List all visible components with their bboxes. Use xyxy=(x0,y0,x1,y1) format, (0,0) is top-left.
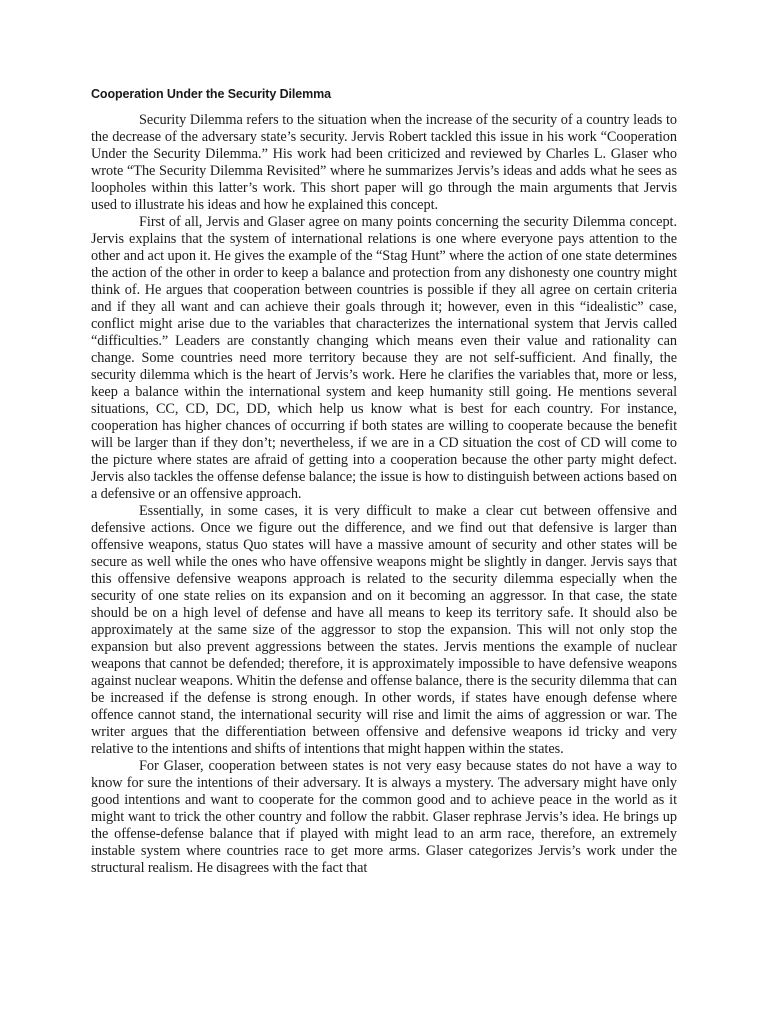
paragraph-offense-defense: Essentially, in some cases, it is very difficult to make a clear cut between offensive and defensive actions. Once we figure out the difference, and we find out that defensive is larger than offensive weapons, status Quo states will have a massive amount of security and other states will be secure as well while the ones who have offensive weapons might be slightly in danger. Jervis says that this offensive defensive weapons approach is related to the security dilemma especially when the security of one state relies on its expansion and on it becoming an aggressor. In that case, the state should be on a high level of defense and have all means to keep its territory safe. It should also be approximately at the same size of the aggressor to stop the expansion. This will not only stop the expansion but also prevent aggressions between the states. Jervis mentions the example of nuclear weapons that cannot be defended; therefore, it is approximately impossible to have defensive weapons against nuclear weapons. Whitin the defense and offense balance, there is the security dilemma that can be increased if the defense is strong enough. In other words, if states have enough defense where offence cannot stand, the international security will rise and limit the aims of aggression or war. The writer argues that the differentiation between offensive and defensive weapons id tricky and very relative to the intentions and shifts of intentions that might happen within the states. xyxy=(91,503,677,757)
paragraph-agreement: First of all, Jervis and Glaser agree on many points concerning the security Dilemma concept. Jervis explains that the system of international relations is one where everyone pays attention to the other and act upon it. He gives the example of the “Stag Hunt” where the action of one state determines the action of the other in order to keep a balance and protection from any dishonesty one country might think of. He argues that cooperation between countries is possible if they all agree on certain criteria and if they all want and can achieve their goals through it; however, even in this “idealistic” case, conflict might arise due to the variables that characterizes the international system that Jervis called “difficulties.” Leaders are constantly changing which means even their value and rationality can change. Some countries need more territory because they are not self-sufficient. And finally, the security dilemma which is the heart of Jervis’s work. Here he clarifies the variables that, more or less, keep a balance within the international system and keep humanity still going. He mentions several situations, CC, CD, DC, DD, which help us know what is best for each country. For instance, cooperation has higher chances of occurring if both states are willing to cooperate because the benefit will be larger than if they don’t; nevertheless, if we are in a CD situation the cost of CD will come to the picture where states are afraid of getting into a cooperation because the other party might defect. Jervis also tackles the offense defense balance; the issue is how to distinguish between actions based on a defensive or an offensive approach. xyxy=(91,214,677,502)
document-title: Cooperation Under the Security Dilemma xyxy=(91,87,331,101)
paragraph-glaser: For Glaser, cooperation between states is not very easy because states do not have a way to know for sure the intentions of their adversary. It is always a mystery. The adversary might have only good intentions and want to cooperate for the common good and to achieve peace in the world as it might want to trick the other country and follow the rabbit. Glaser rephrase Jervis’s idea. He brings up the offense-defense balance that if played with might lead to an arm race, therefore, an extremely instable system where countries race to get more arms. Glaser categorizes Jervis’s work under the structural realism. He disagrees with the fact that xyxy=(91,758,677,876)
document-body xyxy=(91,86,677,877)
paragraph-intro: Security Dilemma refers to the situation when the increase of the security of a country leads to the decrease of the adversary state’s security. Jervis Robert tackled this issue in his work “Cooperation Under the Security Dilemma.” His work had been criticized and reviewed by Charles L. Glaser who wrote “The Security Dilemma Revisited” where he summarizes Jervis’s ideas and adds what he sees as loopholes within this latter’s work. This short paper will go through the main arguments that Jervis used to illustrate his ideas and how he explained this concept. xyxy=(91,112,677,213)
